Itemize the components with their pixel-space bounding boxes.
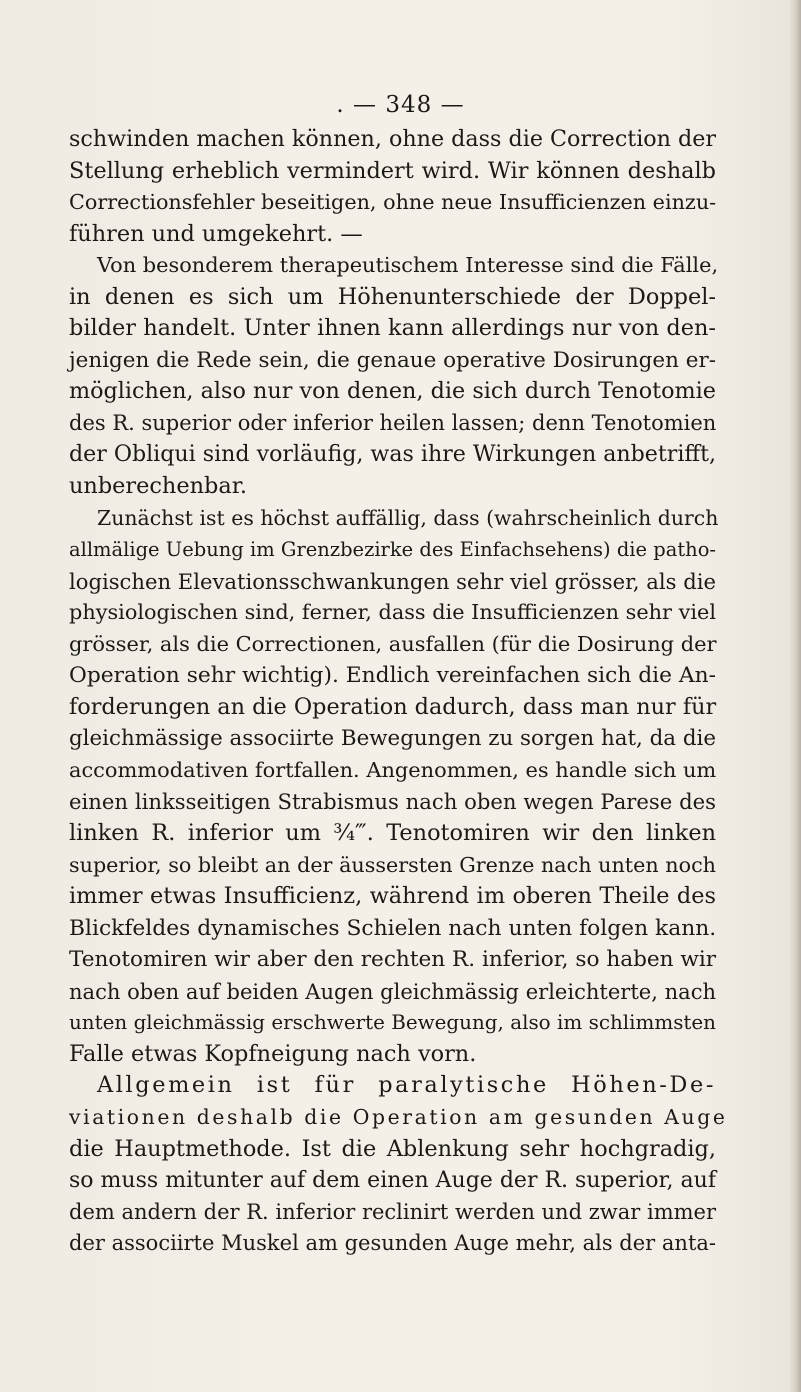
text-line: Blickfeldes dynamisches Schielen nach unten folgen kann. <box>69 915 717 941</box>
text-line: Von besonderem therapeutischem Interesse sind die Fälle, <box>97 253 719 278</box>
text-line: jenigen die Rede sein, die genaue operative Dosirungen er- <box>69 347 716 373</box>
text-line: nach oben auf beiden Augen gleichmässig erleichterte, nach <box>69 978 716 1004</box>
text-line: unten gleichmässig erschwerte Bewegung, also im schlimmsten <box>69 1011 716 1035</box>
text-line: forderungen an die Operation dadurch, dass man nur für <box>69 693 717 720</box>
text-line: möglichen, also nur von denen, die sich durch Tenotomie <box>69 378 716 405</box>
text-line: Stellung erheblich vermindert wird. Wir können deshalb <box>69 157 716 184</box>
text-line: die Hauptmethode. Ist die Ablenkung sehr hochgradig, <box>69 1135 716 1162</box>
text-line: grösser, als die Correctionen, ausfallen (für die Dosirung der <box>69 631 717 656</box>
text-line: einen linksseitigen Strabismus nach oben wegen Parese des <box>69 789 716 815</box>
text-line: physiologischen sind, ferner, dass die Insufficienzen sehr viel <box>69 600 716 625</box>
text-line: linken R. inferior um ¾‴. Tenotomiren wir den linken <box>69 820 716 847</box>
text-line: Zunächst ist es höchst auffällig, dass (wahrscheinlich durch <box>97 505 719 530</box>
text-line: der Obliqui sind vorläufig, was ihre Wirkungen anbetrifft, <box>69 441 717 468</box>
text-line: allmälige Uebung im Grenzbezirke des Einfachsehens) die patho- <box>69 538 716 562</box>
text-line: viationen deshalb die Operation am gesunden Auge <box>69 1104 728 1129</box>
text-line: führen und umgekehrt. — <box>69 220 363 247</box>
text-line: so muss mitunter auf dem einen Auge der R. superior, auf <box>69 1168 717 1194</box>
text-line: gleichmässige associirte Bewegungen zu sorgen hat, da die <box>69 726 716 752</box>
text-line: Allgemein ist für paralytische Höhen-De- <box>97 1072 716 1099</box>
text-line: accommodativen fortfallen. Angenommen, es handle sich um <box>69 757 717 782</box>
page-number: . — 348 — <box>336 92 465 118</box>
text-line: Operation sehr wichtig). Endlich vereinfachen sich die An- <box>69 663 716 689</box>
text-line: immer etwas Insufficienz, während im oberen Theile des <box>69 883 716 910</box>
text-line: unberechenbar. <box>69 473 248 500</box>
page-edge-shadow <box>789 0 801 1392</box>
text-line: schwinden machen können, ohne dass die Correction der <box>69 126 717 152</box>
text-line: superior, so bleibt an der äussersten Grenze nach unten noch <box>69 852 716 877</box>
text-line: dem andern der R. inferior reclinirt werden und zwar immer <box>69 1199 716 1224</box>
body-text <box>69 124 728 1260</box>
text-line: Falle etwas Kopfneigung nach vorn. <box>69 1040 477 1067</box>
text-line: logischen Elevationsschwankungen sehr viel grösser, als die <box>69 568 716 594</box>
text-line: der associirte Muskel am gesunden Auge mehr, als der anta- <box>69 1231 716 1256</box>
text-line: Correctionsfehler beseitigen, ohne neue Insufficienzen einzu- <box>69 190 717 215</box>
text-line: bilder handelt. Unter ihnen kann allerdings nur von den- <box>69 315 716 342</box>
text-line: Tenotomiren wir aber den rechten R. inferior, so haben wir <box>69 947 717 973</box>
text-line: in denen es sich um Höhenunterschiede der Doppel- <box>69 283 716 310</box>
text-line: des R. superior oder inferior heilen lassen; denn Tenotomien <box>69 410 717 435</box>
